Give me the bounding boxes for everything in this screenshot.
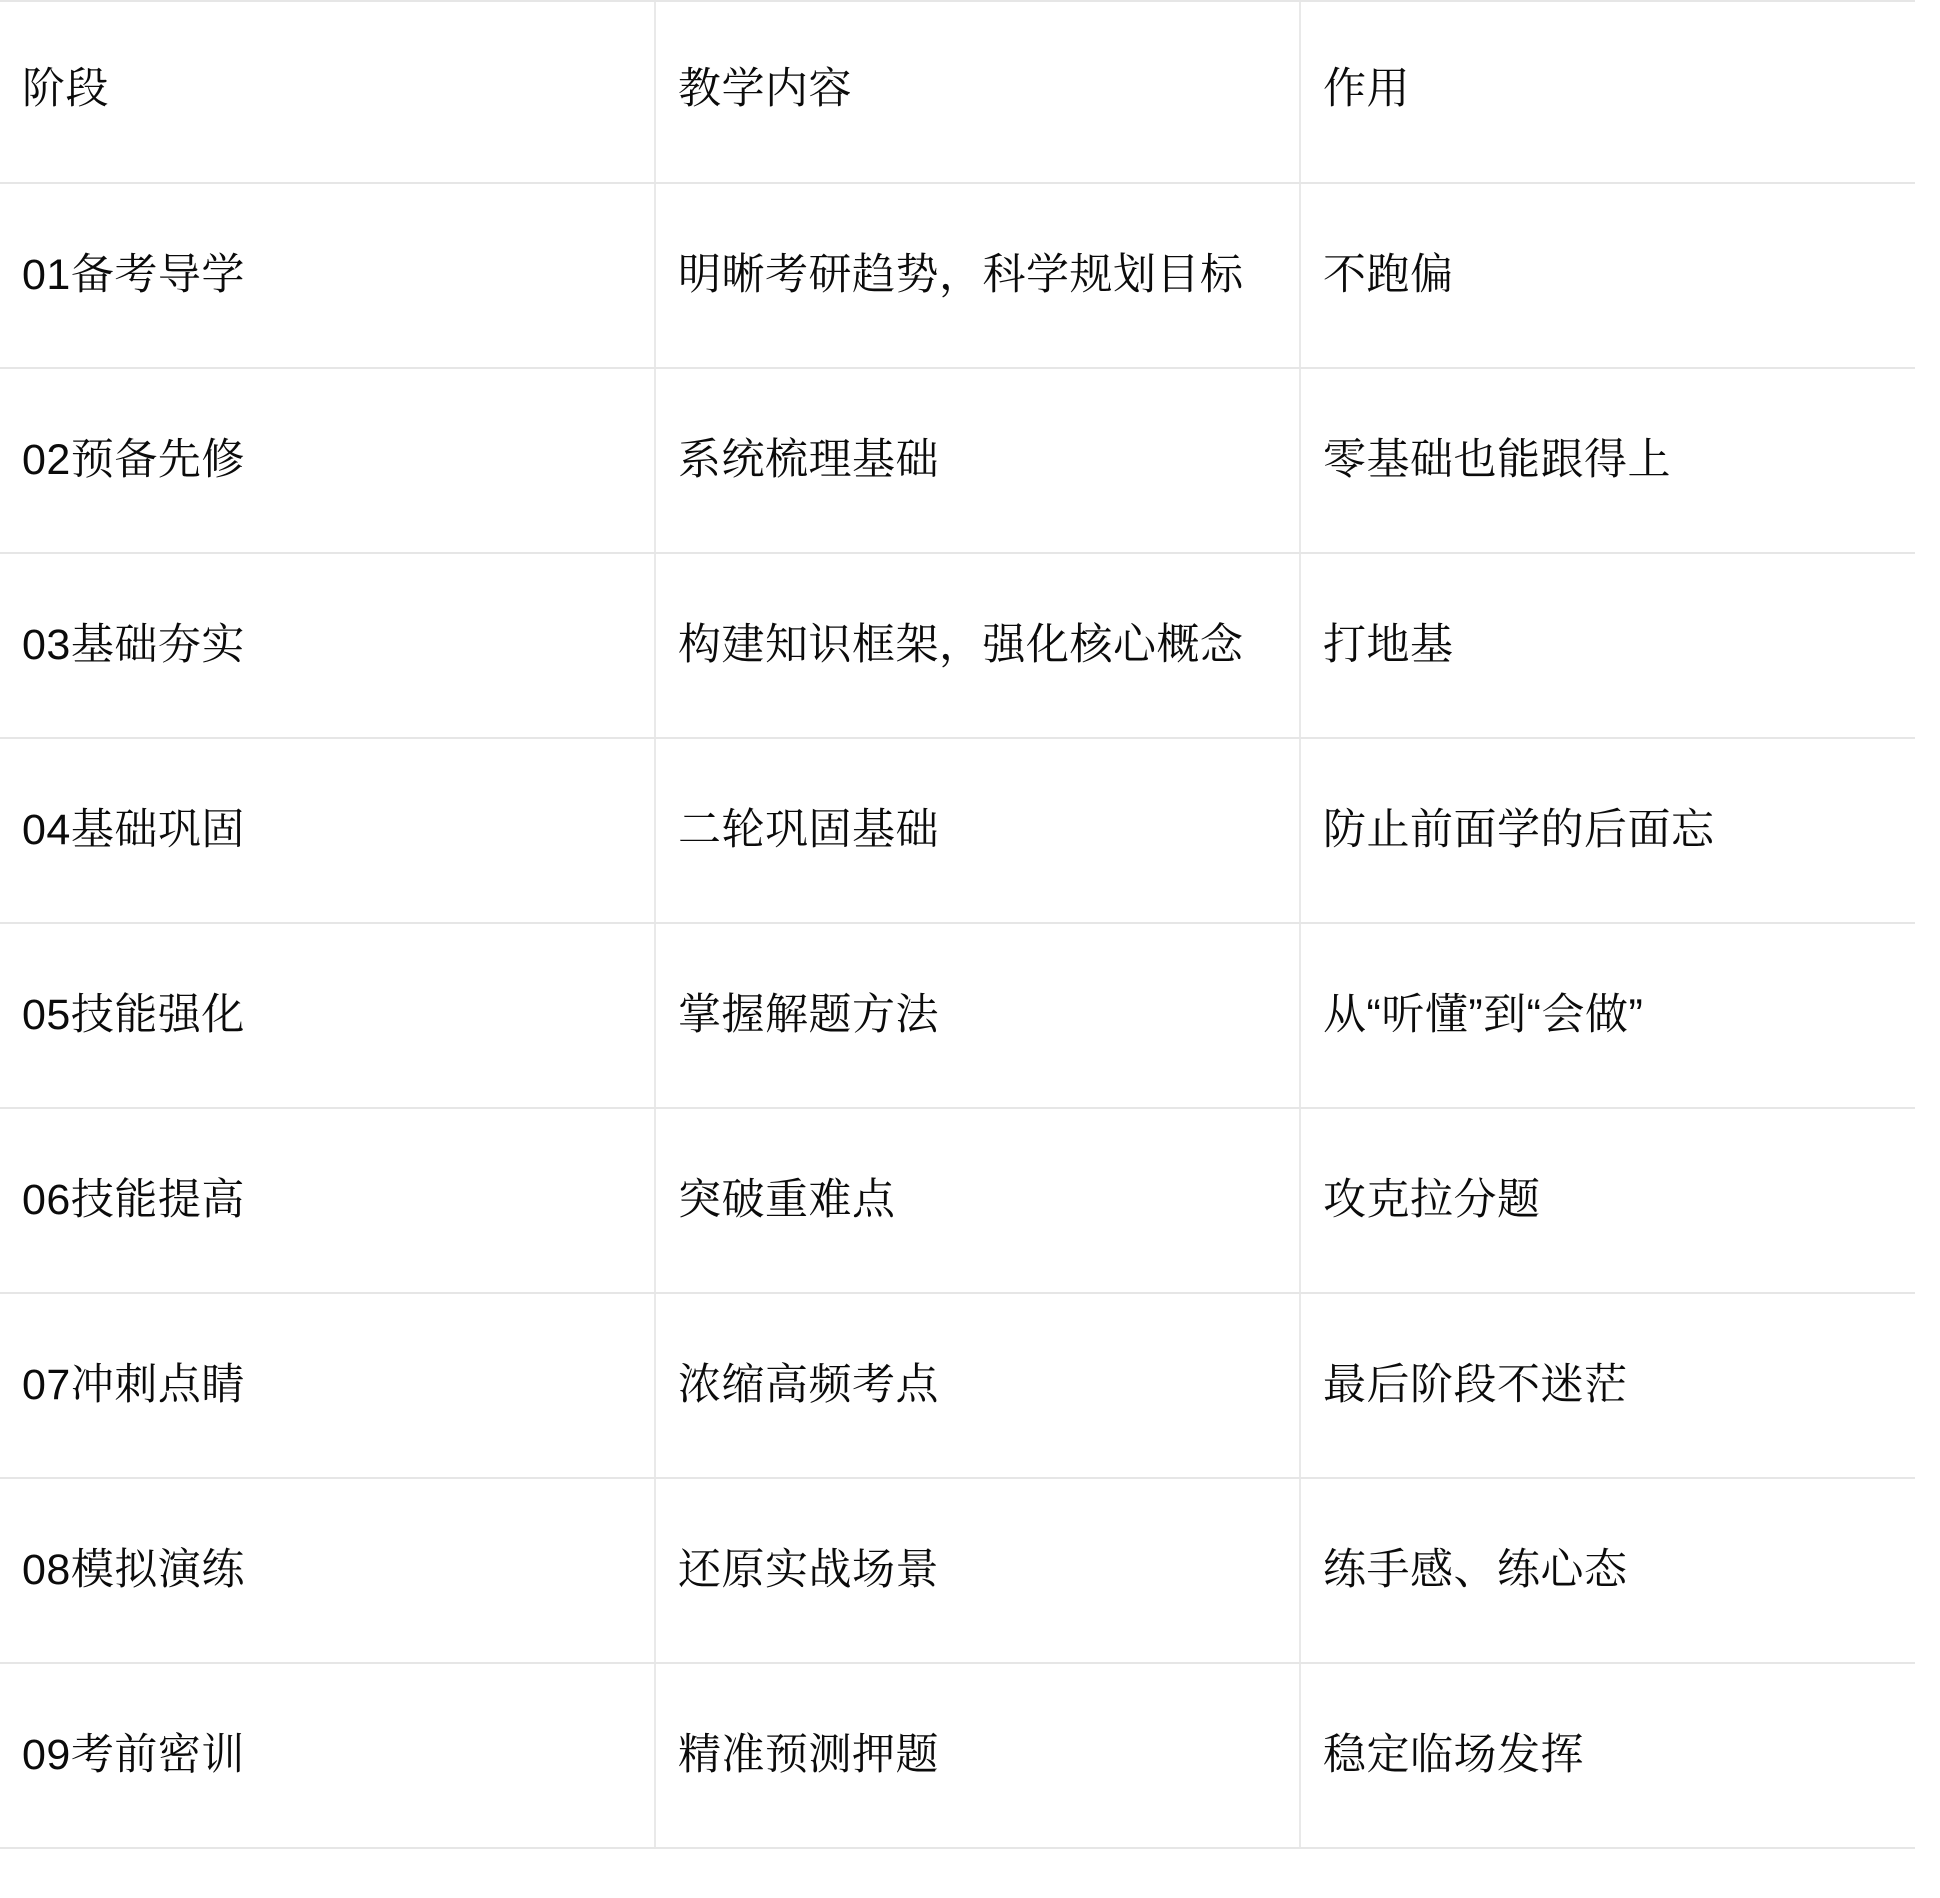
cell-effect: 最后阶段不迷茫 — [1300, 1293, 1915, 1478]
column-header-stage: 阶段 — [0, 1, 655, 183]
cell-stage: 09考前密训 — [0, 1663, 655, 1848]
cell-effect: 打地基 — [1300, 553, 1915, 738]
cell-content: 二轮巩固基础 — [655, 738, 1300, 923]
cell-content: 系统梳理基础 — [655, 368, 1300, 553]
column-header-content: 教学内容 — [655, 1, 1300, 183]
table-row — [0, 1293, 1915, 1478]
table-row — [0, 1108, 1915, 1293]
table-header-row — [0, 1, 1915, 183]
column-header-effect: 作用 — [1300, 1, 1915, 183]
cell-content: 浓缩高频考点 — [655, 1293, 1300, 1478]
cell-effect: 从“听懂”到“会做” — [1300, 923, 1915, 1108]
cell-stage: 07冲刺点睛 — [0, 1293, 655, 1478]
cell-content: 还原实战场景 — [655, 1478, 1300, 1663]
table-row — [0, 368, 1915, 553]
cell-effect: 攻克拉分题 — [1300, 1108, 1915, 1293]
table-row — [0, 1478, 1915, 1663]
table-body — [0, 183, 1915, 1848]
cell-stage: 01备考导学 — [0, 183, 655, 368]
cell-effect: 稳定临场发挥 — [1300, 1663, 1915, 1848]
cell-content: 掌握解题方法 — [655, 923, 1300, 1108]
table-header — [0, 1, 1915, 183]
cell-content: 构建知识框架，强化核心概念 — [655, 553, 1300, 738]
table-row — [0, 1663, 1915, 1848]
cell-effect: 不跑偏 — [1300, 183, 1915, 368]
cell-content: 明晰考研趋势，科学规划目标 — [655, 183, 1300, 368]
table-row — [0, 553, 1915, 738]
cell-stage: 06技能提高 — [0, 1108, 655, 1293]
table-row — [0, 183, 1915, 368]
cell-content: 精准预测押题 — [655, 1663, 1300, 1848]
table-row — [0, 738, 1915, 923]
cell-content: 突破重难点 — [655, 1108, 1300, 1293]
table-row — [0, 923, 1915, 1108]
cell-effect: 零基础也能跟得上 — [1300, 368, 1915, 553]
cell-effect: 练手感、练心态 — [1300, 1478, 1915, 1663]
cell-stage: 03基础夯实 — [0, 553, 655, 738]
cell-stage: 08模拟演练 — [0, 1478, 655, 1663]
cell-effect: 防止前面学的后面忘 — [1300, 738, 1915, 923]
cell-stage: 02预备先修 — [0, 368, 655, 553]
cell-stage: 04基础巩固 — [0, 738, 655, 923]
cell-stage: 05技能强化 — [0, 923, 655, 1108]
